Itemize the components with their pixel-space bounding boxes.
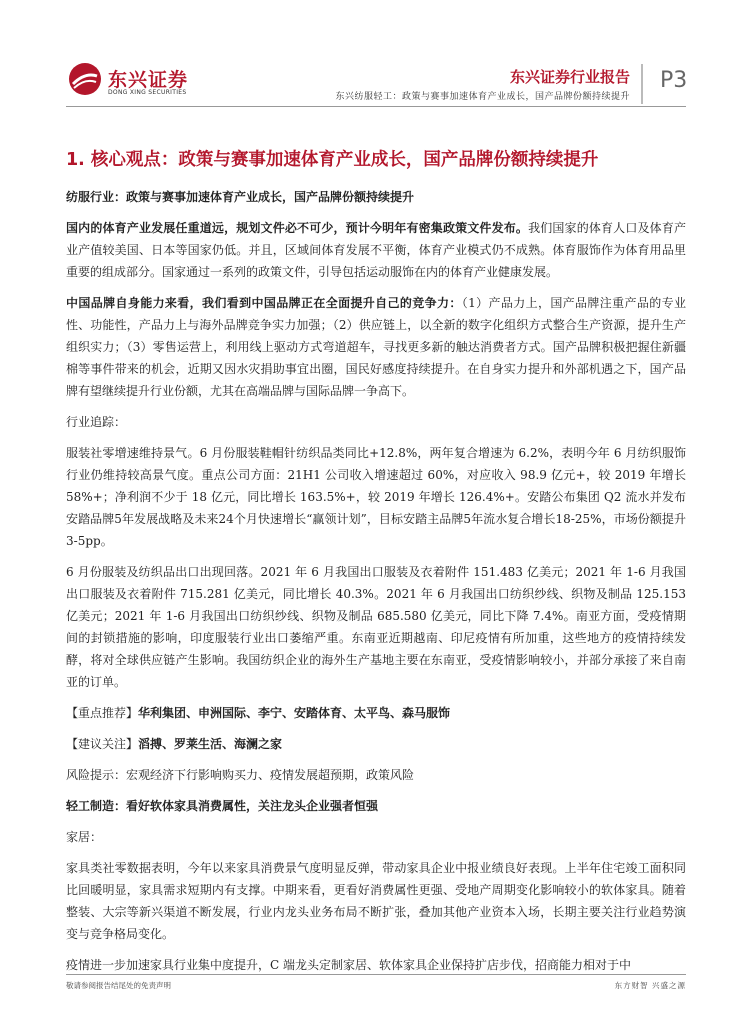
header-rule bbox=[66, 106, 686, 107]
main-content bbox=[66, 186, 686, 985]
paragraph-exports: 6 月份服装及纺织品出口出现回落。2021 年 6 月我国出口服装及衣着附件 151.483 亿美元；2021 年 1-6 月我国出口服装及衣着附件 715.281 亿美元，同比增长 40.3%。2021 年 6 月我国出口纺织纱线、织物及制品 125.153 亿美元；2021 年 1-6 月我国出口纺织纱线、织物及制品 685.580 亿美元，同比下降 7.4%。南亚方面，受疫情期间的封锁措施的影响，印度服装行业出口萎缩严重。东南亚近期越南、印尼疫情有所加重，这些地方的疫情持续发酵，将对全球供应链产生影响。我国纺织企业的海外生产基地主要在东南亚，受疫情影响较小，并部分承接了来自南亚的订单。 bbox=[66, 565, 686, 689]
footer-rule bbox=[66, 974, 686, 975]
paragraph-brands bbox=[66, 292, 686, 402]
paragraph-brands-lead: 中国品牌自身能力来看，我们看到中国品牌正在全面提升自己的竞争力： bbox=[66, 296, 462, 310]
page-header bbox=[0, 0, 755, 110]
recommendation-list: 华利集团、申洲国际、李宁、安踏体育、太平鸟、森马服饰 bbox=[138, 706, 451, 720]
paragraph-brands-body: （1）产品力上，国产品牌注重产品的专业性、功能性，产品力上与海外品牌竞争实力加强；（2）供应链上，以全新的数字化组织方式整合生产资源，提升生产组织实力；（3）零售运营上，利用线上驱动方式弯道超车，寻找更多新的触达消费者方式。国产品牌积极把握住新疆棉等事件带来的机会，近期又因水灾捐助事宜出圈，国民好感度持续提升。在自身实力提升和外部机遇之下，国产品牌有望继续提升行业份额，尤其在高端品牌与国际品牌一争高下。 bbox=[66, 296, 686, 398]
page-footer bbox=[0, 968, 755, 1024]
paragraph-policy-body: 我们国家的体育人口及体育产业产值较美国、日本等国家仍低。并且，区域间体育发展不平衡，体育产业模式仍不成熟。体育服饰作为体育用品里重要的组成部分。国家通过一系列的政策文件，引导包括运动服饰在内的体育产业健康发展。 bbox=[66, 221, 686, 279]
logo-text-en: DONG XING SECURITIES bbox=[108, 89, 187, 96]
paragraph-policy-lead: 国内的体育产业发展任重道远，规划文件必不可少，预计今明年有密集政策文件发布。 bbox=[66, 221, 529, 235]
paragraph-policy bbox=[66, 217, 686, 283]
logo-text-cn: 东兴证券 bbox=[108, 69, 189, 91]
recommendation-label: 【重点推荐】 bbox=[66, 706, 139, 720]
subheading-textile: 纺服行业：政策与赛事加速体育产业成长，国产品牌份额持续提升 bbox=[66, 190, 415, 204]
footer-disclaimer: 敬请参阅报告结尾处的免责声明 bbox=[66, 981, 171, 990]
footer-slogan: 东方财智 兴盛之源 bbox=[614, 981, 686, 990]
label-industry-tracking: 行业追踪： bbox=[66, 415, 127, 429]
label-home: 家居： bbox=[66, 830, 103, 844]
running-title: 东兴纺服轻工：政策与赛事加速体育产业成长，国产品牌份额持续提升 bbox=[335, 92, 630, 102]
header-divider bbox=[641, 64, 643, 104]
paragraph-retail: 服装社零增速维持景气。6 月份服装鞋帽针纺织品类同比+12.8%，两年复合增速为 6.2%，表明今年 6 月纺织服饰行业仍维持较高景气度。重点公司方面：21H1 公司收入增速超过 60%，对应收入 98.9 亿元+，较 2019 年增长 58%+；净利润不少于 18 亿元，同比增长 163.5%+，较 2019 年增长 126.4%+。安踏公布集团 Q2 流水并发布安踏品牌5年发展战略及未来24个月快速增长“赢领计划”，目标安踏主品牌5年流水复合增长18-25%，市场份额提升 3-5pp。 bbox=[66, 446, 686, 548]
section-title: 1. 核心观点：政策与赛事加速体育产业成长，国产品牌份额持续提升 bbox=[66, 150, 599, 170]
page-number: P3 bbox=[660, 68, 688, 93]
paragraph-furniture: 家具类社零数据表明，今年以来家具消费景气度明显反弹，带动家具企业中报业绩良好表现。上半年住宅竣工面积同比回暖明显，家具需求短期内有支撑。中期来看，更看好消费属性更强、受地产周期变化影响较小的软体家具。随着整装、大宗等新兴渠道不断发展，行业内龙头业务布局不断扩张，叠加其他产业资本入场，长期主要关注行业趋势演变与竞争格局变化。 bbox=[66, 861, 686, 941]
logo-mark-icon bbox=[68, 62, 102, 96]
subheading-light-industry: 轻工制造：看好软体家具消费属性，关注龙头企业强者恒强 bbox=[66, 799, 379, 813]
paragraph-concentration: 疫情进一步加速家具行业集中度提升，C 端龙头定制家居、软体家具企业保持扩店步伐，招商能力相对于中 bbox=[66, 958, 632, 972]
watch-line bbox=[66, 733, 686, 755]
report-type: 东兴证券行业报告 bbox=[509, 68, 630, 86]
watch-list: 滔搏、罗莱生活、海澜之家 bbox=[138, 737, 283, 751]
watch-label: 【建议关注】 bbox=[66, 737, 139, 751]
company-logo bbox=[68, 62, 189, 104]
risk-note: 风险提示：宏观经济下行影响购买力、疫情发展超预期，政策风险 bbox=[66, 768, 415, 782]
recommendation-line bbox=[66, 702, 686, 724]
